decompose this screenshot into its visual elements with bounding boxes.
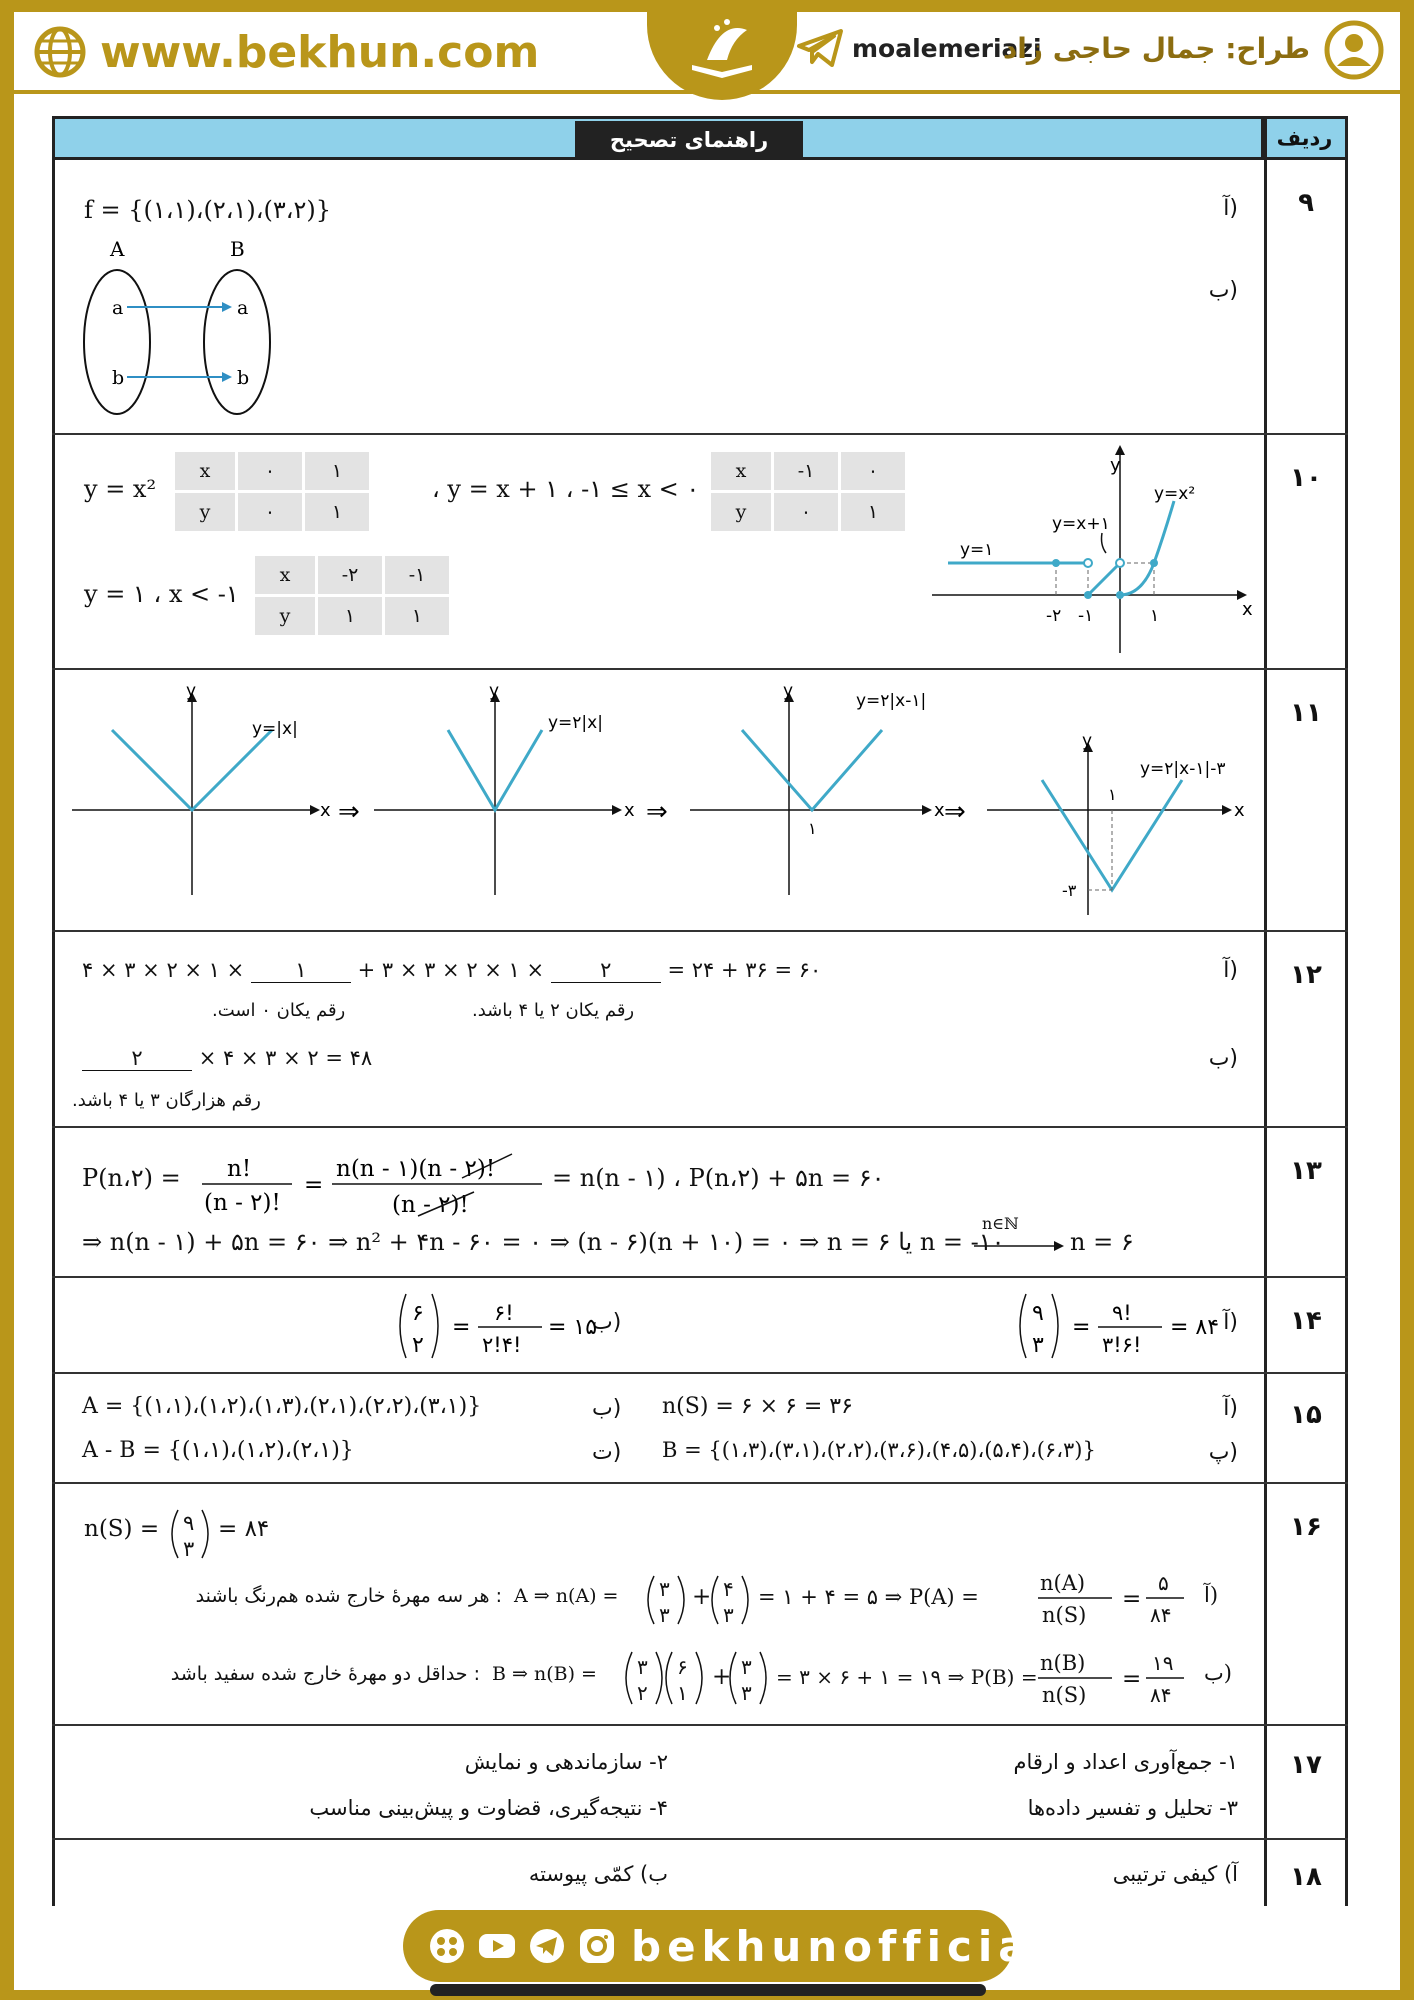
part-a-label: آ): [1204, 1583, 1219, 1607]
mapping-diagram: [72, 237, 292, 422]
row-number: ۱۰: [1290, 463, 1322, 493]
svg-text:=: =: [452, 1315, 471, 1340]
table-x-plus-1: [708, 449, 908, 534]
underlined-digit: ۲: [551, 958, 661, 983]
cell: -۱: [384, 555, 451, 596]
answer-b: ب) کمّی پیوسته: [528, 1862, 668, 1886]
svg-text:+: +: [692, 1584, 712, 1610]
row-number: ۱۸: [1290, 1862, 1322, 1892]
binom-bottom: ۲: [412, 1333, 424, 1358]
underlined-digit: ۲: [82, 1046, 192, 1071]
eq-a-rest: = ۱ + ۴ = ۵ ⇒ P(A) =: [758, 1585, 979, 1609]
frac-num: ۶!: [494, 1301, 514, 1325]
combination-a: [1012, 1284, 1252, 1368]
globe-icon: [34, 26, 86, 78]
frac-num: ۵: [1158, 1571, 1169, 1595]
frac-den: ۸۴: [1150, 1603, 1172, 1627]
binom-top: ۳: [741, 1655, 752, 1679]
eq-x-plus-1: ، y = x + ۱ ، -۱ ≤ x < ۰: [432, 475, 700, 503]
frac-den: ۲!۴!: [482, 1333, 522, 1357]
answer-a: آ) کیفی ترتیبی: [1112, 1862, 1238, 1886]
telegram-icon: [796, 28, 844, 68]
label-y-x1: y=x+۱: [1052, 514, 1110, 534]
row-number: ۱۷: [1290, 1750, 1322, 1780]
table-x-squared: [172, 449, 372, 534]
telegram-icon[interactable]: [527, 1926, 567, 1966]
combination-b: [392, 1284, 612, 1368]
designer-name: طراح: جمال حاجی زاد: [1002, 32, 1310, 65]
frac-num: n(B): [1040, 1651, 1086, 1675]
binom-top: ۶: [412, 1301, 424, 1326]
x-axis-label: x: [320, 800, 331, 821]
label-g1: y=|x|: [252, 719, 298, 739]
y-axis-label: y: [186, 681, 197, 701]
ns-result: = ۸۴: [218, 1516, 270, 1542]
cell: ۱: [317, 596, 384, 637]
implies-arrow: ⇒: [646, 797, 668, 827]
cell: x: [174, 451, 237, 492]
frac-num: n!: [227, 1156, 252, 1182]
stat-step-4: ۴- نتیجه‌گیری، قضاوت و پیش‌بینی مناسب: [309, 1796, 668, 1820]
row-number: ۱۶: [1290, 1512, 1322, 1542]
natural-condition: n∈ℕ: [982, 1214, 1019, 1233]
tick-m3: -۳: [1062, 881, 1077, 900]
graph-x-label: x: [1242, 599, 1253, 620]
frac-den: (n - ۲)!: [204, 1190, 281, 1216]
frac-den: n(S): [1042, 1603, 1087, 1627]
sample-space-size: n(S) = ۶ × ۶ = ۳۶: [662, 1394, 853, 1419]
row-12: [52, 932, 1348, 1128]
tick-m1: -۱: [1078, 606, 1094, 626]
implies-arrow: ⇒: [944, 797, 966, 827]
implies-arrow: ⇒: [338, 797, 360, 827]
binom-top: ۹: [1032, 1301, 1044, 1326]
part-a-label: آ): [1223, 958, 1238, 983]
row-number: ۱۲: [1290, 960, 1322, 990]
frac-num: n(A): [1040, 1571, 1086, 1595]
quadratic-solve: ⇒ n(n - ۱) + ۵n = ۶۰ ⇒ n² + ۴n - ۶۰ = ۰ ⇒ (n - ۶)(n + ۱۰) = ۰ ⇒ n = ۶ یا n = -۱۰: [82, 1228, 1005, 1256]
stat-step-3: ۳- تحلیل و تفسیر داده‌ها: [1027, 1796, 1238, 1820]
cell: -۲: [317, 555, 384, 596]
cell: y: [174, 492, 237, 533]
set-b: B = {(۱،۳)،(۳،۱)،(۲،۲)،(۳،۶)،(۴،۵)،(۵،۴)،(۶،۳)}: [662, 1438, 1096, 1462]
row-number: ۱۱: [1290, 698, 1322, 728]
row-14: [52, 1278, 1348, 1374]
part-a-label: آ): [1223, 196, 1238, 221]
cell: x: [254, 555, 317, 596]
footer-shadow: [430, 1984, 986, 1996]
part-t-label: ت): [592, 1440, 622, 1465]
binom-top: ۶: [677, 1655, 688, 1679]
probability-work: [72, 1492, 1262, 1722]
user-icon: [1324, 20, 1384, 80]
row-18: [52, 1840, 1348, 1906]
graph-y-label: y: [1110, 455, 1121, 476]
stat-step-2: ۲- سازماندهی و نمایش: [464, 1750, 668, 1774]
tick-p1: ۱: [1150, 606, 1160, 626]
binom-top: ۳: [659, 1577, 670, 1601]
eq-y-1: y = ۱ ، x < -۱: [84, 580, 239, 608]
binom-bottom: ۲: [637, 1681, 648, 1705]
row-column-header: ردیف: [1261, 116, 1345, 160]
count-expression: [82, 958, 821, 983]
row-11: [52, 670, 1348, 932]
part-b-label: ب): [1204, 1661, 1232, 1685]
binom-top: ۳: [637, 1655, 648, 1679]
instagram-icon[interactable]: [577, 1926, 617, 1966]
footer-handle: bekhunofficial: [631, 1921, 1054, 1971]
bekhun-logo: [647, 0, 797, 100]
part-a-label: آ): [1223, 1310, 1238, 1335]
binom-top: ۴: [723, 1577, 734, 1601]
function-set: f = {(۱،۱)،(۲،۱)،(۳،۲)}: [84, 196, 332, 224]
frac-num: n(n - ۱)(n - ۲)!: [336, 1156, 496, 1182]
x-axis-label: x: [624, 800, 635, 821]
tick-m2: -۲: [1046, 606, 1062, 626]
piecewise-graph: [932, 443, 1252, 663]
part-b-label: ب): [592, 1396, 622, 1421]
binom-bottom: ۳: [1032, 1333, 1044, 1358]
count-expression-b: [82, 1046, 372, 1071]
result: = ۱۵: [548, 1315, 598, 1340]
cell: -۱: [773, 451, 840, 492]
row-16: [52, 1484, 1348, 1726]
table-header: [52, 116, 1348, 160]
cell: y: [710, 492, 773, 533]
svg-text:=: =: [1122, 1586, 1142, 1612]
desc-a: هر سه مهرهٔ خارج شده هم‌رنگ باشند :: [195, 1585, 502, 1607]
binom-bottom: ۳: [183, 1537, 195, 1561]
count-result: = ۲۴ + ۳۶ = ۶۰: [667, 958, 822, 982]
set-a: A = {(۱،۱)،(۱،۲)،(۱،۳)،(۲،۱)،(۲،۲)،(۳،۱)}: [82, 1394, 482, 1419]
eq-b-rest: = ۳ × ۶ + ۱ = ۱۹ ⇒ P(B) =: [776, 1665, 1038, 1689]
count-part-1: ۴ × ۳ × ۲ × ۱ ×: [82, 958, 245, 982]
binom-top: ۹: [183, 1511, 195, 1535]
x-axis-label: x: [1234, 800, 1245, 821]
note-units-0: رقم یکان ۰ است.: [212, 1000, 346, 1021]
count-part-2: + ۳ × ۳ × ۲ × ۱ ×: [357, 958, 545, 982]
binom-bottom: ۳: [659, 1603, 670, 1627]
label-g3: y=۲|x-۱|: [856, 691, 927, 711]
count-b-result: × ۴ × ۳ × ۲ = ۴۸: [198, 1046, 373, 1070]
cell: ۰: [840, 451, 907, 492]
row-number: ۱۵: [1290, 1400, 1322, 1430]
transform-graphs: [52, 670, 1262, 932]
label-g4: y=۲|x-۱|-۳: [1140, 759, 1226, 779]
eq-b-text: B ⇒ n(B) =: [492, 1663, 597, 1685]
elem-a-left: a: [112, 297, 124, 319]
tick-one: ۱: [808, 819, 817, 838]
svg-text:=: =: [1072, 1315, 1091, 1340]
cell: ۱: [304, 451, 371, 492]
eq-x-squared: y = x²: [84, 475, 157, 503]
telegram-handle: moalemeriazi: [852, 33, 1042, 63]
tick-one: ۱: [1108, 785, 1117, 804]
y-axis-label: y: [489, 681, 500, 701]
cell: ۱: [384, 596, 451, 637]
elem-b-left: b: [112, 367, 125, 389]
svg-text:+: +: [712, 1664, 732, 1690]
cell: y: [254, 596, 317, 637]
elem-b-right: b: [237, 367, 250, 389]
stat-step-1: ۱- جمع‌آوری اعداد و ارقام: [1013, 1750, 1238, 1774]
label-g2: y=۲|x|: [548, 713, 603, 733]
set-a-label: A: [110, 237, 125, 261]
binom-bottom: ۱: [677, 1681, 688, 1705]
svg-text:=: =: [1122, 1666, 1142, 1692]
row-15: [52, 1374, 1348, 1484]
part-b-label: ب): [592, 1310, 622, 1335]
row-9: [52, 160, 1348, 435]
note-thousands: رقم هزارگان ۳ یا ۴ باشد.: [72, 1090, 261, 1111]
part-b-label: ب): [1208, 278, 1238, 303]
frac-den: ۸۴: [1150, 1683, 1172, 1707]
site-url: www.bekhun.com: [100, 26, 540, 78]
underlined-digit: ۱: [251, 958, 351, 983]
final-n: n = ۶: [1070, 1228, 1134, 1256]
row-10: [52, 435, 1348, 670]
row-number: ۱۴: [1290, 1306, 1322, 1336]
part-b-label: ب): [1208, 1046, 1238, 1071]
frac-num: ۱۹: [1152, 1651, 1174, 1675]
frac-den: n(S): [1042, 1683, 1087, 1707]
result: = ۸۴: [1170, 1315, 1220, 1340]
cell: ۱: [840, 492, 907, 533]
row-number: ۱۳: [1290, 1156, 1322, 1186]
frac-den: (n - ۲)!: [392, 1192, 469, 1218]
cell: ۰: [237, 451, 304, 492]
label-y1: y=۱: [960, 540, 994, 560]
book-logo-icon: [677, 10, 767, 90]
row-number: ۹: [1298, 188, 1314, 218]
cell: ۱: [304, 492, 371, 533]
y-axis-label: y: [1082, 731, 1093, 751]
cell: ۰: [237, 492, 304, 533]
part-p-label: پ): [1208, 1440, 1238, 1465]
frac-den: ۳!۶!: [1102, 1333, 1142, 1357]
frac-num: ۹!: [1112, 1301, 1132, 1325]
part-a-label: آ): [1223, 1396, 1238, 1421]
perm-result: = n(n - ۱) ، P(n،۲) + ۵n = ۶۰: [552, 1164, 885, 1192]
reel-icon[interactable]: [427, 1926, 467, 1966]
youtube-icon[interactable]: [477, 1926, 517, 1966]
equals: =: [304, 1172, 324, 1198]
desc-b: حداقل دو مهرهٔ خارج شده سفید باشد :: [170, 1663, 480, 1685]
note-units-2-4: رقم یکان ۲ یا ۴ باشد.: [472, 1000, 635, 1021]
set-b-label: B: [230, 237, 245, 261]
eq-a-text: A ⇒ n(A) =: [514, 1585, 619, 1607]
binom-bottom: ۳: [723, 1603, 734, 1627]
ns-label: n(S) =: [84, 1516, 160, 1542]
label-y-x2: y=x²: [1154, 484, 1196, 504]
elem-a-right: a: [237, 297, 249, 319]
site-link[interactable]: [34, 26, 539, 78]
binom-bottom: ۳: [741, 1681, 752, 1705]
y-axis-label: y: [783, 681, 794, 701]
header: [14, 12, 1400, 94]
perm-lhs: P(n،۲) =: [82, 1164, 181, 1192]
x-axis-label: x: [934, 800, 945, 821]
cell: x: [710, 451, 773, 492]
table-y-1: [252, 553, 452, 638]
footer-social-bar[interactable]: [403, 1910, 1054, 1982]
set-a-minus-b: A - B = {(۱،۱)،(۱،۲)،(۲،۱)}: [82, 1438, 354, 1463]
cell: ۰: [773, 492, 840, 533]
row-17: [52, 1726, 1348, 1840]
row-13: [52, 1128, 1348, 1278]
answer-table: [52, 116, 1348, 1906]
long-arrow-icon: [974, 1240, 1064, 1252]
table-title: راهنمای تصحیح: [575, 121, 803, 159]
